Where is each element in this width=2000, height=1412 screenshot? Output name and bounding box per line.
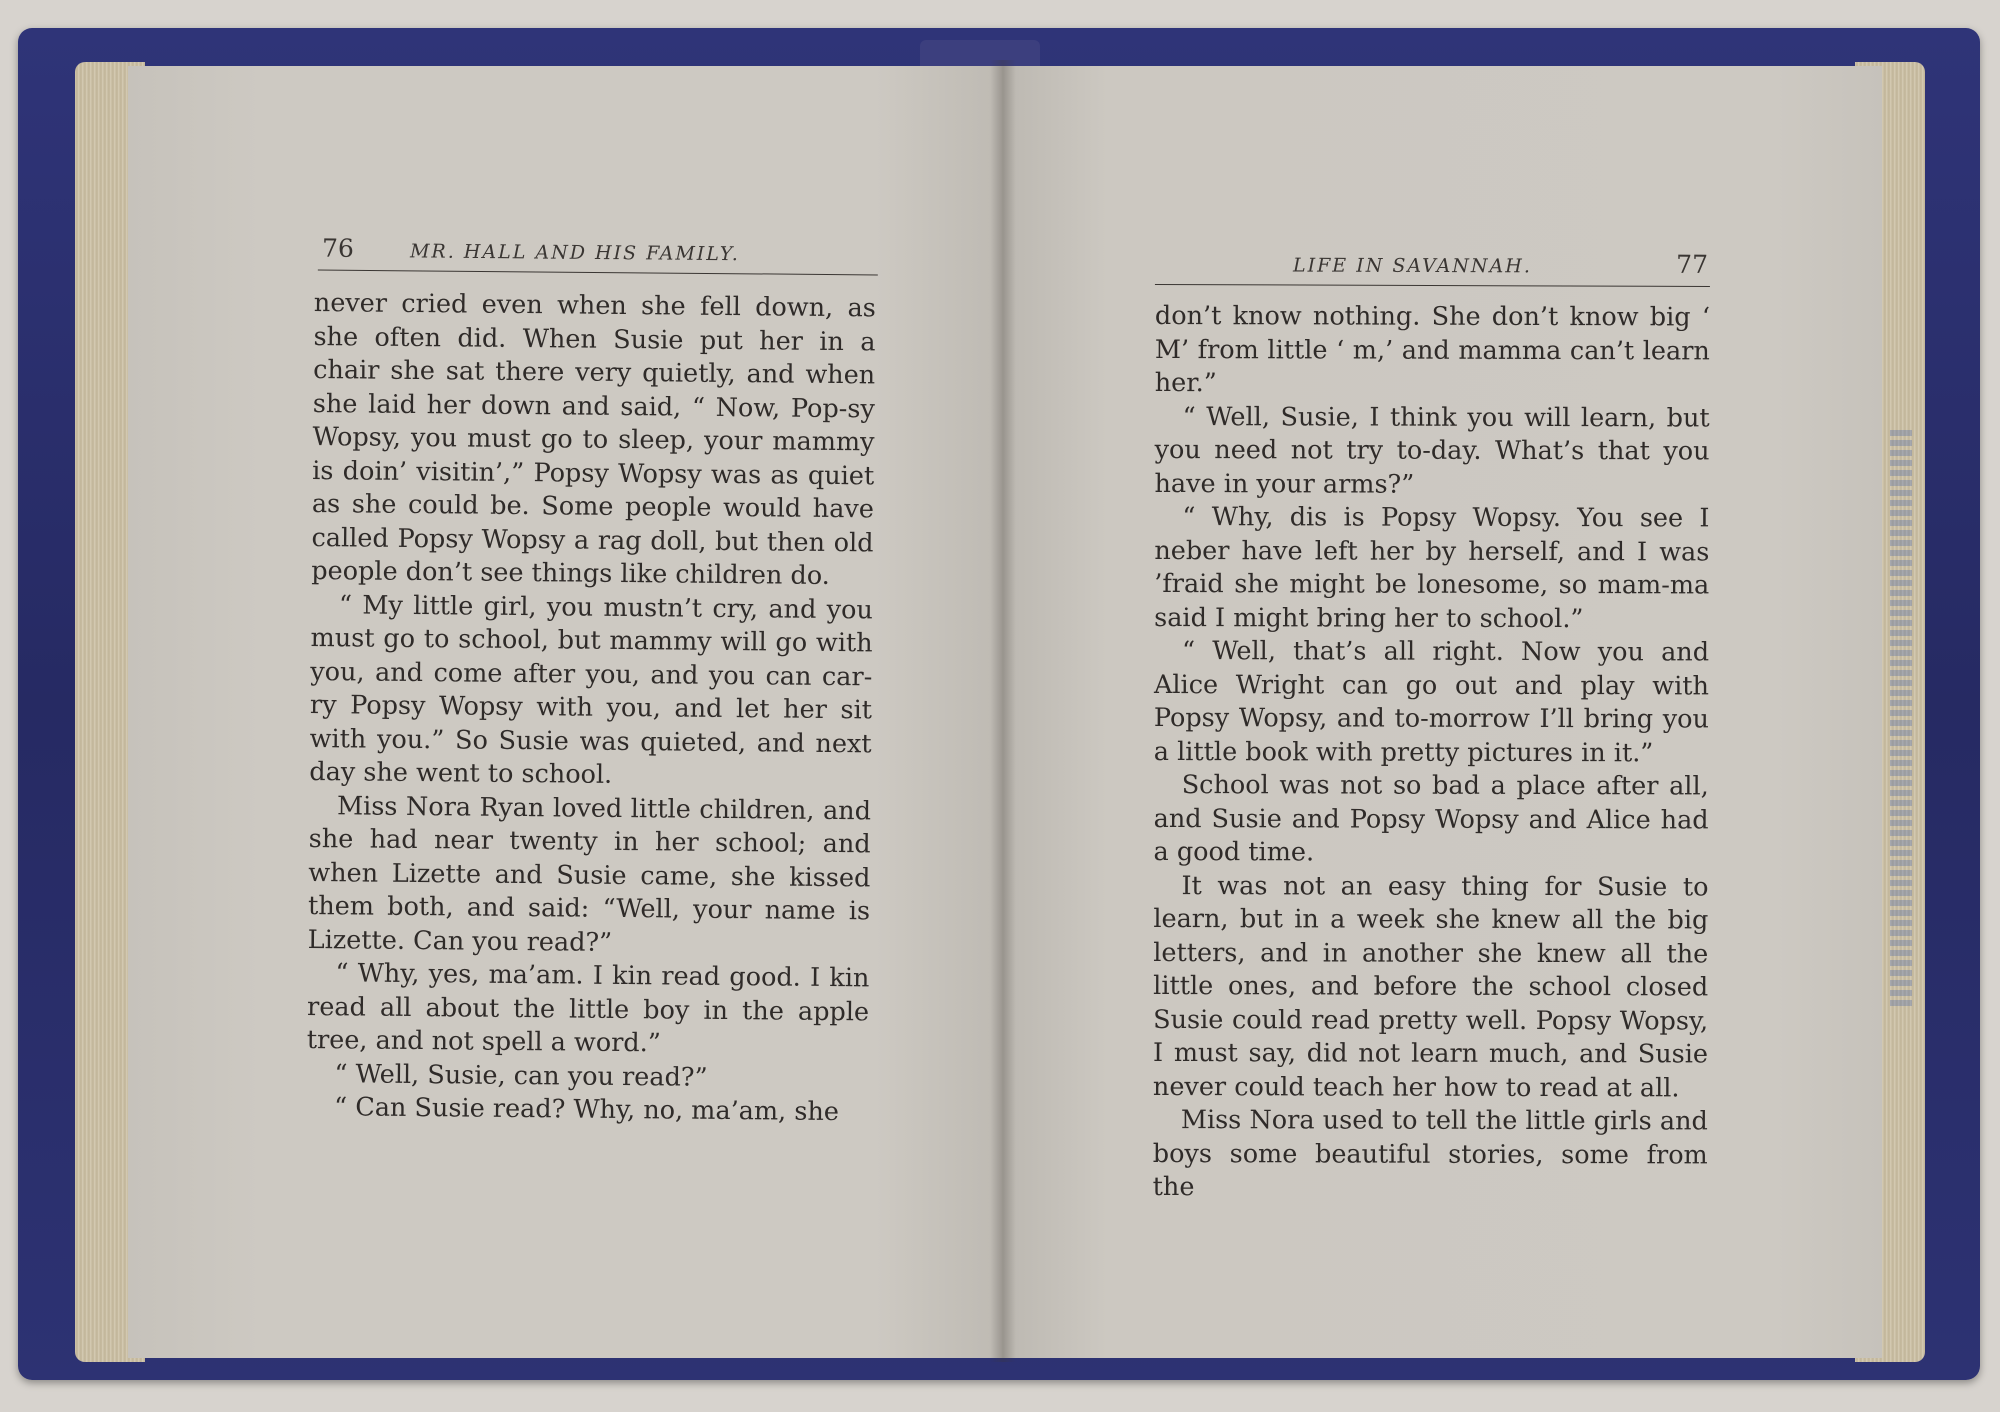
paragraph: “ My little girl, you mustn’t cry, and you must go to school, but mammy will go with you, and come after you, and you can car-ry Popsy Wopsy with you, and let her sit with you.” So Susie was quieted, and next day she went to school. <box>309 589 874 790</box>
paragraph: “ Why, dis is Popsy Wopsy. You see I neber have left her by herself, and I was ’fraid she might be lonesome, so mam-ma said I might bring her to school.” <box>1154 502 1710 634</box>
left-page-text <box>306 287 876 1130</box>
right-page-text <box>1153 300 1710 1206</box>
right-running-title: LIFE IN SAVANNAH. <box>1292 254 1532 278</box>
paragraph: “ Can Susie read? Why, no, ma’am, she <box>333 1092 840 1128</box>
left-running-title: MR. HALL AND HIS FAMILY. <box>409 240 740 266</box>
book-gutter <box>990 60 1016 1362</box>
left-page-number: 76 <box>321 233 354 263</box>
left-page-header <box>318 230 878 276</box>
paragraph: “ Well, that’s all right. Now you and Alice Wright can go out and play with Popsy Wopsy, and to-morrow I’ll bring you a little book with pretty pictures in it.” <box>1153 636 1710 768</box>
paragraph: “ Well, Susie, I think you will learn, but you need not try to-day. What’s that you have in your arms?” <box>1154 401 1710 500</box>
right-page-number: 77 <box>1676 249 1709 279</box>
paragraph: Miss Nora Ryan loved little children, and she had near twenty in her school; and when Lizette and Susie came, she kissed them both, and said: “Well, your name is Lizette. Can you read?” <box>307 790 872 958</box>
library-stamp <box>1890 430 1912 1010</box>
paragraph: It was not an easy thing for Susie to learn, but in a week she knew all the big letters, and in another she knew all the little ones, and before the school closed Susie could read pretty well. Popsy Wopsy, I must say, did not learn much, and Susie never could teach her how to read at all. <box>1152 870 1709 1103</box>
right-page-header <box>1155 244 1710 287</box>
paragraph: “ Well, Susie, can you read?” <box>334 1058 708 1093</box>
paragraph: Miss Nora used to tell the little girls and boys some beautiful stories, some from the <box>1152 1105 1708 1203</box>
paragraph: never cried even when she fell down, as she often did. When Susie put her in a chair she sat there very quietly, and when she laid her down and said, “ Now, Pop-sy Wopsy, you must go to sleep, your mammy is doin’ visitin’,” Popsy Wopsy was as quiet as she could be. Some people would have called Popsy Wopsy a rag doll, but then old people don’t see things like children do. <box>311 287 876 591</box>
paragraph: School was not so bad a place after all, and Susie and Popsy Wopsy and Alice had a good time. <box>1153 770 1709 868</box>
paragraph: don’t know nothing. She don’t know big ‘ M’ from little ‘ m,’ and mamma can’t learn her.” <box>1154 301 1710 399</box>
paragraph: “ Why, yes, ma’am. I kin read good. I kin read all about the little boy in the apple tree, and not spell a word.” <box>306 958 870 1059</box>
